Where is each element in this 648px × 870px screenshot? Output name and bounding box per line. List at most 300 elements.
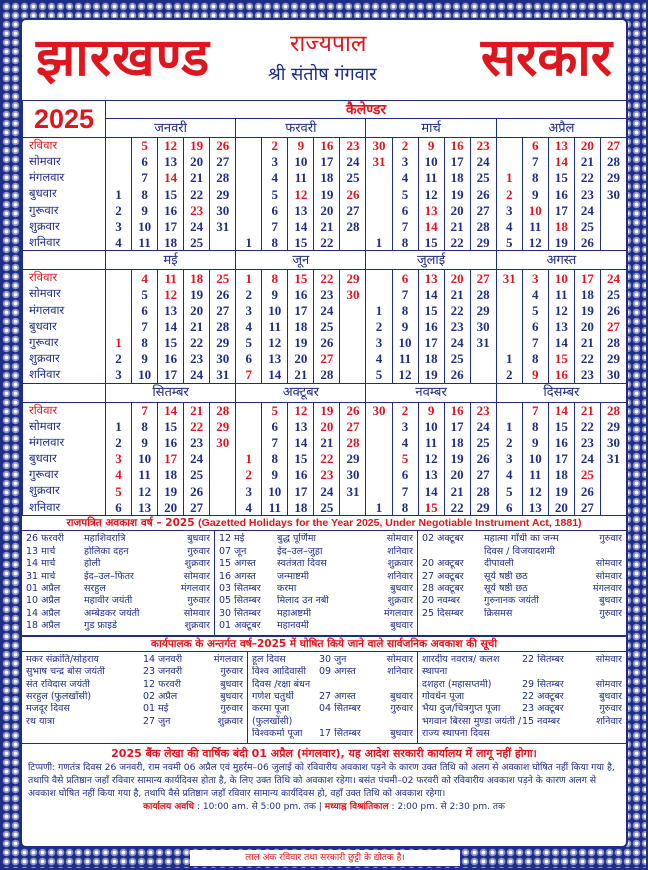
day-cell: 28	[600, 154, 626, 170]
day-cell: 19	[288, 335, 314, 351]
day-cell: 1	[106, 418, 132, 434]
day-cell: 27	[470, 467, 496, 483]
day-cell	[340, 351, 366, 367]
bank-closing-note: 2025 बैंक लेखा की वार्षिक बंदी 01 अप्रैल (मंगलवार), यह आदेश सरकारी कार्यालय में लागू नहीं होगा।	[111, 746, 537, 760]
day-cell: 23	[184, 351, 210, 367]
day-cell: 24	[470, 418, 496, 434]
holiday-date: 22 अक्टूबर	[522, 690, 564, 702]
day-cell: 29	[600, 351, 626, 367]
day-cell: 9	[132, 435, 158, 451]
day-cell: 19	[314, 186, 340, 202]
day-cell: 16	[158, 202, 184, 218]
day-cell: 21	[574, 335, 600, 351]
weekday-label: शुक्रवार	[23, 351, 106, 367]
day-cell: 17	[574, 270, 600, 286]
day-cell: 29	[470, 235, 496, 251]
day-cell: 19	[444, 186, 470, 202]
day-cell	[236, 418, 262, 434]
title-jharkhand: झारखण्ड	[36, 28, 211, 88]
day-cell: 20	[444, 202, 470, 218]
day-cell: 3	[236, 483, 262, 499]
day-cell: 20	[184, 154, 210, 170]
holiday-row	[422, 703, 622, 715]
day-cell: 8	[522, 418, 548, 434]
day-cell: 12	[522, 483, 548, 499]
day-cell: 24	[600, 270, 626, 286]
holiday-day: सोमवार	[183, 570, 210, 582]
day-cell	[106, 270, 132, 286]
day-cell: 1	[366, 302, 392, 318]
holiday-panel	[248, 652, 418, 743]
holiday-name: रथ यात्रा	[26, 715, 55, 727]
blank-cell	[23, 383, 106, 402]
day-cell: 29	[340, 451, 366, 467]
day-cell: 25	[470, 170, 496, 186]
week-row	[23, 235, 627, 251]
day-cell: 27	[574, 499, 600, 515]
day-cell: 11	[522, 467, 548, 483]
day-cell: 3	[392, 154, 418, 170]
day-cell: 2	[496, 186, 522, 202]
day-cell: 18	[288, 499, 314, 515]
day-cell: 10	[262, 483, 288, 499]
day-cell: 23	[340, 138, 366, 154]
holiday-row	[26, 533, 210, 545]
day-cell: 1	[366, 499, 392, 515]
day-cell: 3	[106, 451, 132, 467]
day-cell: 5	[106, 483, 132, 499]
day-cell: 2	[262, 138, 288, 154]
holiday-day: सोमवार	[386, 533, 413, 545]
holiday-day: शुक्रवार	[184, 558, 210, 570]
week-row	[23, 483, 627, 499]
month-name: जनवरी	[106, 119, 236, 138]
holiday-date: 14 अप्रैल	[26, 607, 61, 619]
day-cell: 30	[600, 435, 626, 451]
holiday-date: 12 फरवरी	[143, 678, 181, 690]
month-name: दिसम्बर	[496, 383, 626, 402]
day-cell: 16	[314, 138, 340, 154]
day-cell: 18	[314, 170, 340, 186]
holiday-row	[422, 595, 622, 607]
holiday-date: 02 अक्टूबर	[422, 533, 464, 545]
holiday-date: 30 जुन	[319, 653, 347, 665]
day-cell: 24	[470, 154, 496, 170]
holiday-date: 07 जून	[219, 545, 247, 557]
day-cell: 23	[574, 367, 600, 383]
day-cell: 25	[314, 318, 340, 334]
day-cell: 14	[548, 402, 574, 418]
day-cell	[600, 235, 626, 251]
day-cell: 16	[444, 402, 470, 418]
holiday-date: 05 सितम्बर	[219, 595, 261, 607]
day-cell	[106, 154, 132, 170]
gazetted-title-english: (Gazetted Holidays for the Year 2025, Under Negotiable Instrument Act, 1881)	[198, 517, 582, 530]
day-cell: 4	[496, 467, 522, 483]
day-cell: 4	[132, 270, 158, 286]
day-cell: 17	[444, 418, 470, 434]
holiday-row	[219, 546, 413, 558]
holiday-row	[26, 608, 210, 620]
holiday-day: शुक्रवार	[387, 595, 413, 607]
day-cell: 21	[184, 318, 210, 334]
day-cell: 20	[574, 318, 600, 334]
gazetted-title-hindi: राजपत्रित अवकाश वर्ष – 2025	[66, 517, 195, 530]
day-cell: 24	[340, 154, 366, 170]
week-row	[23, 202, 627, 218]
day-cell: 28	[210, 170, 236, 186]
day-cell: 26	[574, 483, 600, 499]
day-cell: 7	[392, 483, 418, 499]
holiday-name: भगवान बिरसा मुण्डा जयंती /राज्य स्थापना दिवस	[422, 715, 522, 740]
holiday-day: मंगलवार	[213, 653, 243, 665]
holiday-date: 25 दिसम्बर	[422, 607, 464, 619]
holiday-name: जन्माष्टमी	[277, 570, 309, 582]
day-cell	[366, 483, 392, 499]
day-cell: 22	[574, 351, 600, 367]
holiday-name: भैया दुज/चित्रगुप्त पूजा	[422, 703, 501, 715]
month-name: अक्टूबर	[236, 383, 366, 402]
holiday-name: विश्व आदिवासी दिवस /रक्षा बंधन	[252, 666, 311, 690]
day-cell: 26	[210, 286, 236, 302]
day-cell: 26	[470, 451, 496, 467]
day-cell: 18	[574, 286, 600, 302]
holiday-date: 22 सितम्बर	[522, 653, 564, 665]
day-cell: 1	[366, 235, 392, 251]
week-row	[23, 435, 627, 451]
day-cell: 10	[132, 218, 158, 234]
day-cell: 21	[444, 218, 470, 234]
week-row	[23, 218, 627, 234]
day-cell: 27	[210, 154, 236, 170]
day-cell: 13	[288, 202, 314, 218]
holiday-name: महानवमी	[277, 620, 309, 632]
day-cell: 21	[574, 402, 600, 418]
day-cell: 27	[314, 351, 340, 367]
day-cell: 24	[184, 451, 210, 467]
day-cell: 2	[496, 435, 522, 451]
day-cell: 31	[210, 367, 236, 383]
holiday-row	[26, 558, 210, 570]
holiday-name: स्वतंत्रता दिवस	[277, 558, 327, 570]
day-cell: 3	[106, 218, 132, 234]
day-cell	[210, 451, 236, 467]
holiday-panel	[22, 531, 215, 634]
day-cell	[236, 202, 262, 218]
week-row	[23, 467, 627, 483]
day-cell: 21	[444, 483, 470, 499]
day-cell: 16	[548, 435, 574, 451]
day-cell: 30	[600, 367, 626, 383]
day-cell: 19	[158, 483, 184, 499]
day-cell: 13	[288, 418, 314, 434]
day-cell: 11	[262, 499, 288, 515]
holiday-date: 20 नवम्बर	[422, 595, 461, 607]
day-cell: 29	[340, 270, 366, 286]
holiday-day: बुधवार	[390, 728, 413, 740]
day-cell: 10	[262, 302, 288, 318]
week-row	[23, 270, 627, 286]
holiday-date: 01 अप्रैल	[26, 583, 61, 595]
holiday-day: गुरुवार	[187, 545, 210, 557]
day-cell: 25	[340, 170, 366, 186]
day-cell: 19	[184, 138, 210, 154]
day-cell: 23	[470, 138, 496, 154]
day-cell: 5	[132, 138, 158, 154]
month-name: अप्रैल	[496, 119, 626, 138]
day-cell: 5	[496, 235, 522, 251]
day-cell	[340, 499, 366, 515]
office-hours-value: : 10:00 am. से 5:00 pm. तक |	[196, 801, 322, 812]
holiday-day: गुरुवार	[187, 595, 210, 607]
day-cell: 8	[262, 270, 288, 286]
day-cell	[496, 302, 522, 318]
day-cell: 22	[184, 335, 210, 351]
day-cell	[600, 499, 626, 515]
day-cell: 12	[418, 451, 444, 467]
day-cell: 7	[132, 402, 158, 418]
footer-legend: लाल अंक रविवार तथा सरकारी छुट्टी के द्योतक है।	[190, 850, 460, 866]
day-cell: 16	[158, 351, 184, 367]
day-cell: 30	[470, 318, 496, 334]
day-cell: 30	[600, 186, 626, 202]
day-cell: 14	[262, 367, 288, 383]
holiday-name: दशहरा (महासप्तमी)	[422, 678, 492, 690]
holiday-name: गोवर्धन पूजा	[422, 690, 465, 702]
day-cell: 29	[210, 335, 236, 351]
day-cell: 30	[210, 435, 236, 451]
day-cell: 11	[158, 270, 184, 286]
holiday-date: 03 सितम्बर	[219, 583, 261, 595]
day-cell	[106, 402, 132, 418]
day-cell: 8	[392, 235, 418, 251]
day-cell: 26	[340, 186, 366, 202]
day-cell: 4	[236, 318, 262, 334]
day-cell: 2	[236, 467, 262, 483]
holiday-day: सोमवार	[386, 653, 413, 665]
weekday-label: मंगलवार	[23, 170, 106, 186]
day-cell	[366, 286, 392, 302]
day-cell: 18	[444, 435, 470, 451]
holiday-row	[422, 679, 622, 691]
day-cell: 30	[366, 402, 392, 418]
day-cell: 13	[418, 467, 444, 483]
weekday-label: सोमवार	[23, 154, 106, 170]
day-cell: 14	[548, 335, 574, 351]
holiday-date: 14 जनवरी	[143, 653, 183, 665]
holiday-row	[252, 703, 413, 728]
day-cell: 17	[444, 154, 470, 170]
day-cell: 12	[288, 186, 314, 202]
day-cell: 26	[210, 138, 236, 154]
day-cell: 28	[340, 435, 366, 451]
holiday-day: शुक्रवार	[217, 715, 243, 727]
month-name: मई	[106, 251, 236, 270]
weekday-label: बुधवार	[23, 186, 106, 202]
day-cell: 12	[132, 483, 158, 499]
day-cell: 3	[392, 418, 418, 434]
day-cell: 14	[418, 218, 444, 234]
day-cell: 10	[522, 451, 548, 467]
lunch-label: मध्याह्न विश्रांतिकाल	[324, 801, 389, 812]
day-cell: 4	[392, 170, 418, 186]
year-label: 2025	[23, 101, 106, 138]
holiday-date: 27 अगस्त	[319, 690, 356, 702]
day-cell: 1	[106, 186, 132, 202]
day-cell: 16	[158, 435, 184, 451]
holiday-row	[219, 571, 413, 583]
day-cell: 16	[548, 367, 574, 383]
holiday-date: 17 सितम्बर	[319, 728, 361, 740]
day-cell: 21	[314, 435, 340, 451]
day-cell: 13	[548, 318, 574, 334]
holiday-row	[26, 703, 243, 715]
holiday-name: महाशिवरात्रि	[84, 533, 126, 545]
day-cell: 23	[184, 202, 210, 218]
holiday-row	[219, 583, 413, 595]
day-cell: 25	[600, 286, 626, 302]
weekday-label: सोमवार	[23, 286, 106, 302]
day-cell: 31	[210, 218, 236, 234]
day-cell: 14	[288, 435, 314, 451]
day-cell: 27	[340, 202, 366, 218]
day-cell: 10	[392, 335, 418, 351]
day-cell: 8	[132, 418, 158, 434]
day-cell: 17	[548, 202, 574, 218]
day-cell	[236, 402, 262, 418]
day-cell: 9	[262, 467, 288, 483]
day-cell: 4	[106, 467, 132, 483]
holiday-day: मंगलवार	[592, 583, 622, 595]
day-cell: 17	[314, 154, 340, 170]
holiday-panel	[215, 531, 418, 634]
day-cell: 20	[314, 202, 340, 218]
holiday-date: 13 मार्च	[26, 545, 56, 557]
day-cell: 30	[340, 286, 366, 302]
day-cell: 22	[574, 170, 600, 186]
week-row	[23, 402, 627, 418]
day-cell	[366, 186, 392, 202]
day-cell: 2	[392, 138, 418, 154]
day-cell: 28	[314, 367, 340, 383]
day-cell: 17	[288, 483, 314, 499]
week-row	[23, 335, 627, 351]
day-cell: 26	[184, 483, 210, 499]
office-hours-label: कार्यालय अवधि	[143, 801, 195, 812]
holiday-row	[422, 691, 622, 703]
day-cell: 31	[600, 451, 626, 467]
day-cell: 23	[444, 318, 470, 334]
day-cell: 4	[522, 286, 548, 302]
day-cell	[496, 402, 522, 418]
executive-title: कार्यपालक के अन्तर्गत वर्ष–2025 में घोषित किये जाने वाले सार्वजनिक अवकाश की सूची	[22, 636, 626, 652]
holiday-name: सुभाष चन्द्र बोस जयंती	[26, 666, 105, 678]
week-row	[23, 451, 627, 467]
weekday-label: शुक्रवार	[23, 218, 106, 234]
day-cell: 30	[210, 351, 236, 367]
day-cell: 5	[392, 451, 418, 467]
holiday-day: बुधवार	[599, 690, 622, 702]
day-cell: 25	[184, 467, 210, 483]
day-cell	[210, 467, 236, 483]
day-cell: 16	[288, 286, 314, 302]
day-cell: 9	[288, 138, 314, 154]
day-cell	[210, 499, 236, 515]
weekday-label: शुक्रवार	[23, 483, 106, 499]
day-cell: 21	[184, 402, 210, 418]
holiday-row	[26, 546, 210, 558]
day-cell: 28	[470, 483, 496, 499]
day-cell: 22	[314, 451, 340, 467]
holiday-name: ईद–उल–जुहा	[277, 545, 323, 557]
day-cell: 13	[522, 499, 548, 515]
holiday-date: 15 नवम्बर	[522, 715, 561, 727]
day-cell: 13	[158, 154, 184, 170]
holiday-date: 30 सितम्बर	[219, 607, 261, 619]
day-cell: 15	[288, 270, 314, 286]
day-cell: 31	[366, 154, 392, 170]
holiday-name: गुड फ्राइडे	[84, 620, 117, 632]
day-cell: 19	[184, 286, 210, 302]
day-cell: 10	[288, 154, 314, 170]
day-cell: 13	[418, 202, 444, 218]
day-cell: 4	[262, 170, 288, 186]
day-cell	[470, 351, 496, 367]
day-cell: 5	[522, 302, 548, 318]
holiday-date: 09 अगस्त	[319, 666, 356, 678]
holiday-name: ईद–उल–फितर	[84, 570, 134, 582]
day-cell: 15	[548, 170, 574, 186]
holiday-row	[219, 558, 413, 570]
month-name: अगस्त	[496, 251, 626, 270]
day-cell: 22	[314, 270, 340, 286]
day-cell: 12	[522, 235, 548, 251]
day-cell	[106, 302, 132, 318]
holiday-name: क्रिसमस	[484, 607, 513, 619]
day-cell: 22	[444, 302, 470, 318]
holiday-date: 23 अक्टूबर	[522, 703, 564, 715]
holiday-day: गुरुवार	[599, 703, 622, 715]
day-cell: 17	[158, 367, 184, 383]
day-cell: 16	[444, 138, 470, 154]
day-cell: 17	[158, 218, 184, 234]
holiday-row	[26, 583, 210, 595]
day-cell	[236, 186, 262, 202]
day-cell: 29	[600, 170, 626, 186]
day-cell: 23	[314, 467, 340, 483]
day-cell: 9	[522, 435, 548, 451]
day-cell: 12	[392, 367, 418, 383]
day-cell: 30	[210, 202, 236, 218]
day-cell	[366, 467, 392, 483]
holiday-day: शनिवार	[387, 570, 413, 582]
month-header-row	[23, 119, 627, 138]
holiday-name: विश्वकर्मा पूजा	[252, 728, 303, 740]
holiday-name: महात्मा गाँधी का जन्म दिवस / विजयादशमी	[484, 533, 559, 557]
day-cell: 26	[444, 367, 470, 383]
holiday-row	[26, 654, 243, 666]
day-cell: 14	[158, 170, 184, 186]
day-cell: 8	[522, 170, 548, 186]
day-cell: 7	[132, 170, 158, 186]
day-cell	[366, 218, 392, 234]
day-cell	[340, 367, 366, 383]
holiday-day: गुरुवार	[390, 703, 413, 715]
day-cell: 25	[210, 270, 236, 286]
weekday-label: मंगलवार	[23, 302, 106, 318]
holiday-row	[26, 679, 243, 691]
holiday-name: करमा पूजा (फुलखोंसी)	[252, 703, 293, 727]
